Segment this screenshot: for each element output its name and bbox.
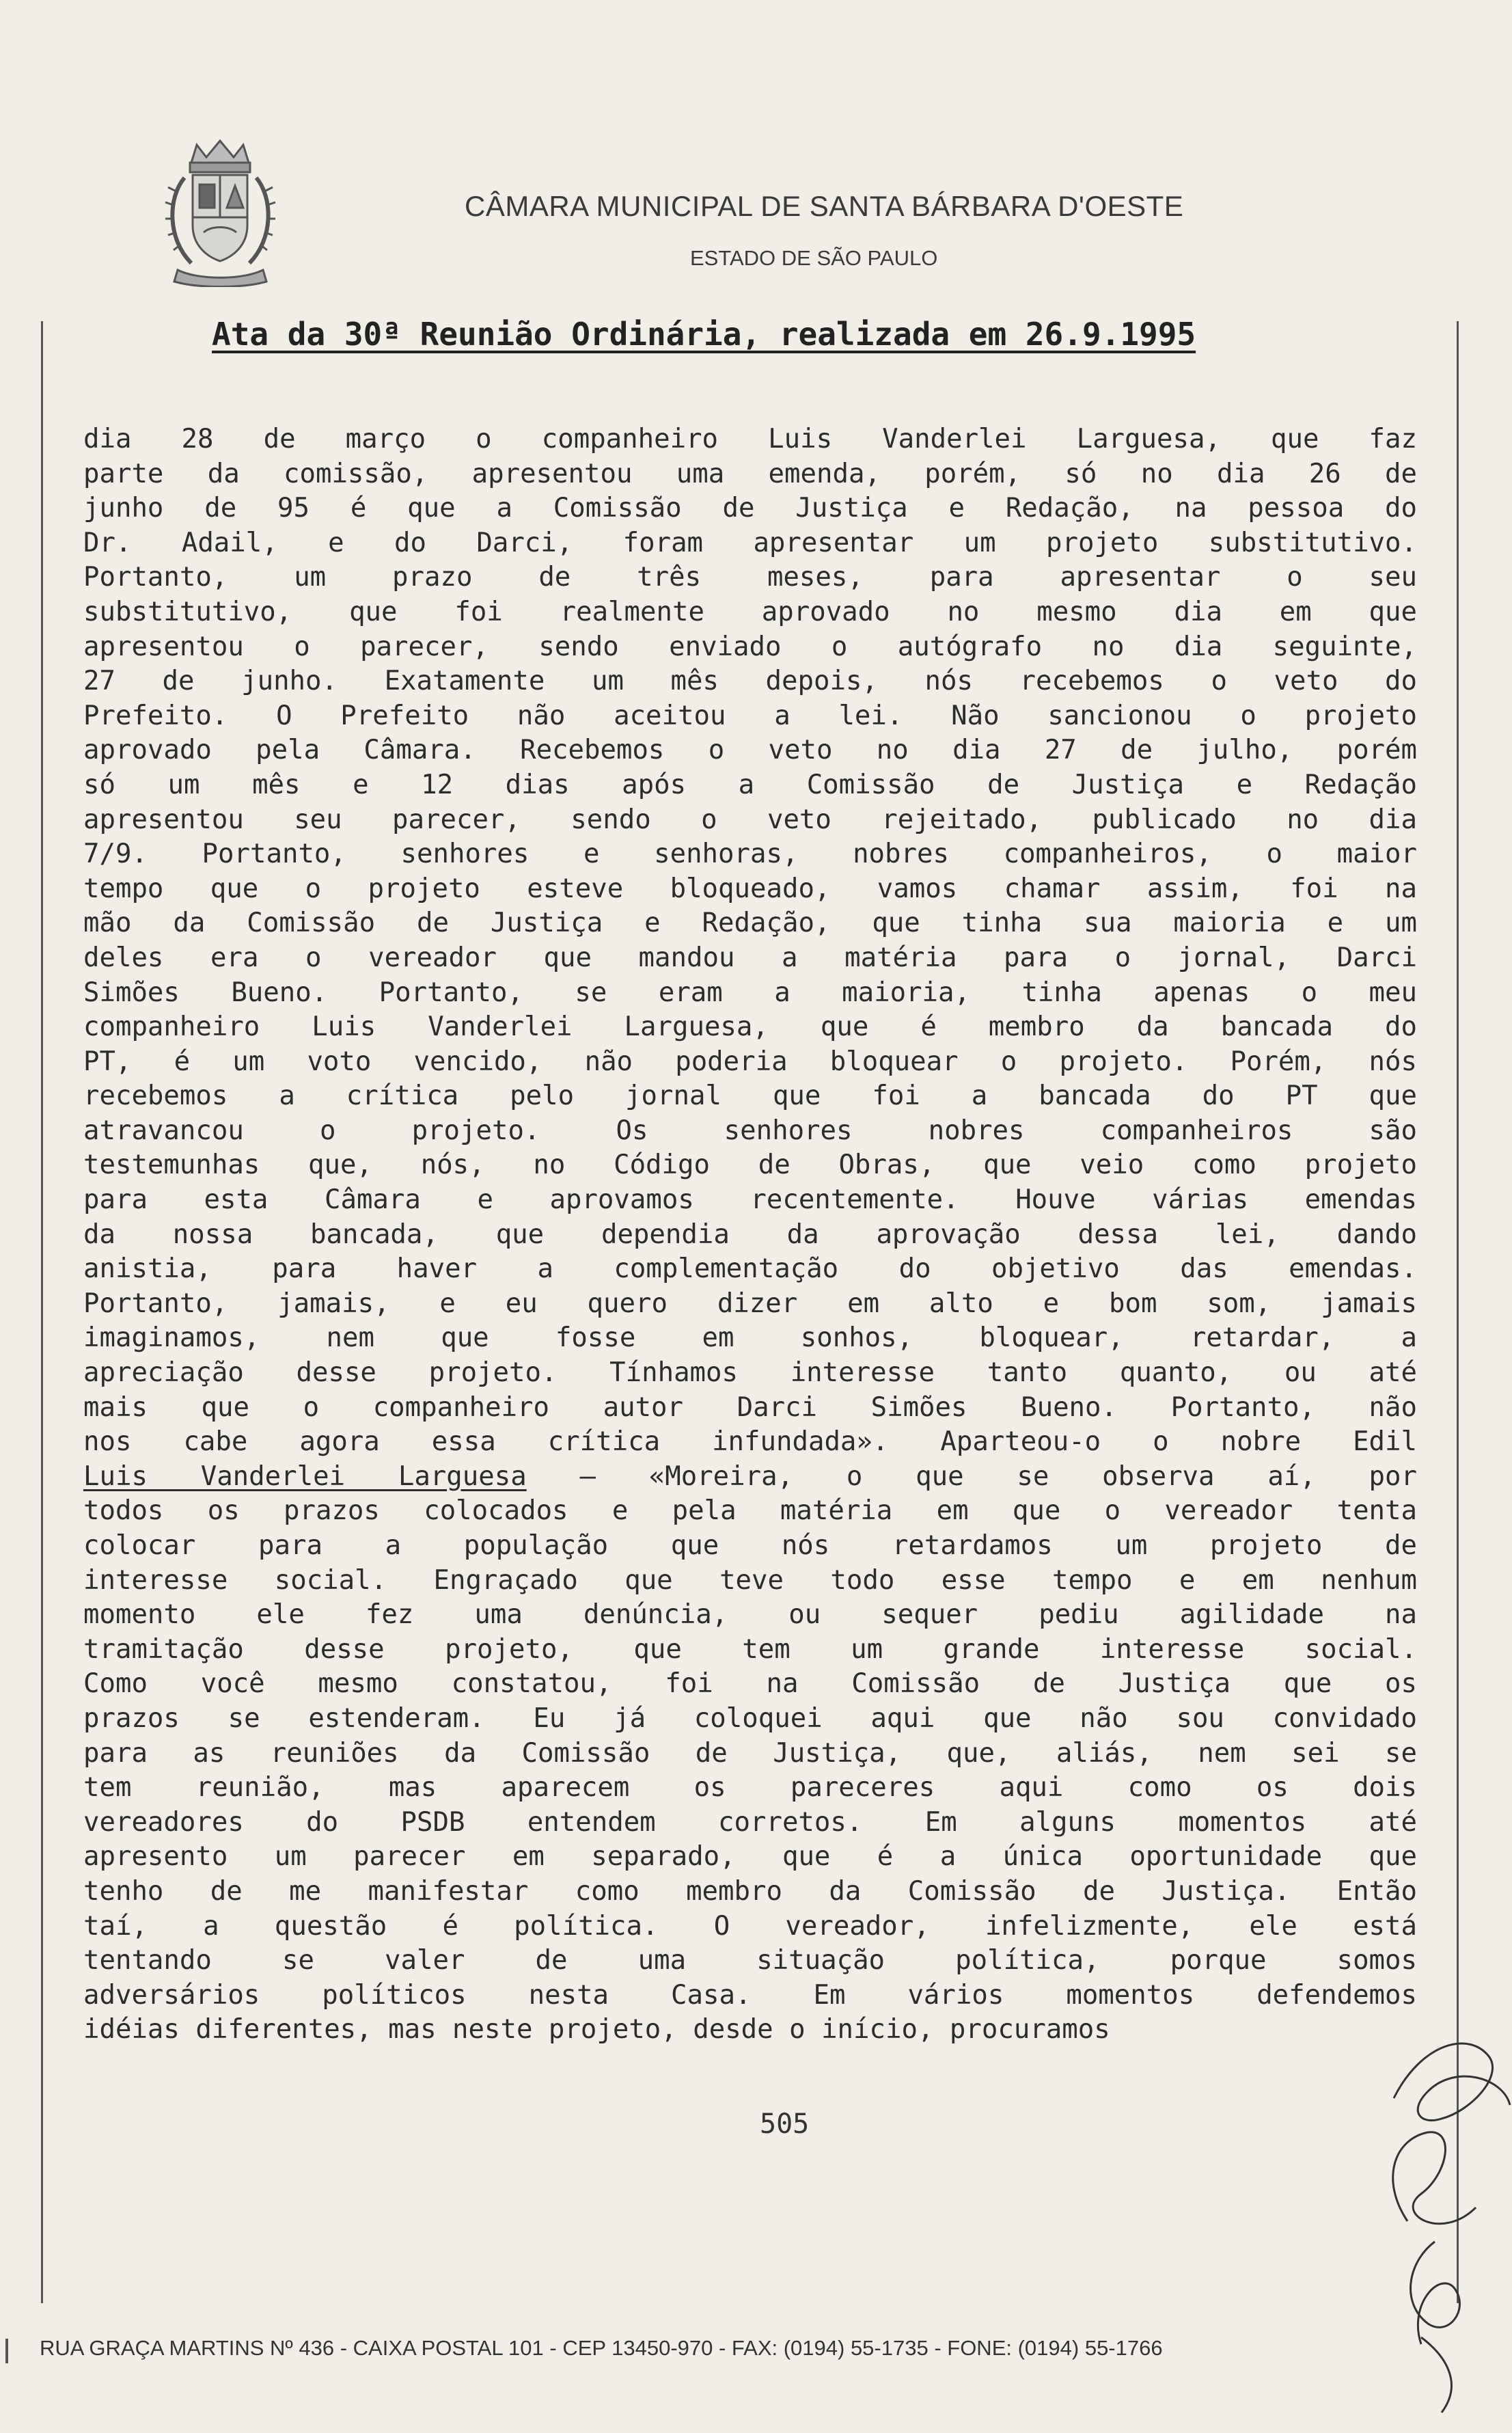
handwritten-initials-icon [1366, 2016, 1512, 2426]
body-line: tramitação desse projeto, que tem um grande interesse social. [83, 1633, 1417, 1665]
body-line: PT, é um voto vencido, não poderia bloquear o projeto. Porém, nós [83, 1046, 1417, 1077]
body-line: anistia, para haver a complementação do objetivo das emendas. [83, 1253, 1417, 1285]
body-line: 7/9. Portanto, senhores e senhoras, nobres companheiros, o maior [83, 839, 1417, 870]
body-line: aprovado pela Câmara. Recebemos o veto no dia 27 de julho, porém [83, 735, 1417, 766]
left-margin-rule [41, 321, 43, 2303]
body-line: atravancou o projeto. Os senhores nobres companheiros são [83, 1115, 1417, 1146]
body-line: apresento um parecer em separado, que é a única oportunidade que [83, 1841, 1417, 1873]
body-line: para esta Câmara e aprovamos recentemente. Houve várias emendas [83, 1184, 1417, 1216]
body-line: nos cabe agora essa crítica infundada». Aparteou-o o nobre Edil [83, 1426, 1417, 1458]
body-line: tempo que o projeto esteve bloqueado, vamos chamar assim, foi na [83, 873, 1417, 904]
body-line: interesse social. Engraçado que teve todo esse tempo e em nenhum [83, 1564, 1417, 1596]
body-line: junho de 95 é que a Comissão de Justiça e Redação, na pessoa do [83, 493, 1417, 524]
body-line: adversários políticos nesta Casa. Em vários momentos defendemos [83, 1979, 1417, 2011]
institution-name: CÂMARA MUNICIPAL DE SANTA BÁRBARA D'OESTE [465, 190, 1184, 222]
document-title: Ata da 30ª Reunião Ordinária, realizada em 26.9.1995 [212, 316, 1196, 353]
body-line: todos os prazos colocados e pela matéria em que o vereador tenta [83, 1495, 1417, 1527]
body-line: Dr. Adail, e do Darci, foram apresentar um projeto substitutivo. [83, 527, 1417, 558]
speaker-quote-start: – «Moreira, o que se observa aí, por [526, 1460, 1417, 1492]
right-margin-rule [1457, 321, 1459, 2303]
body-line: Simões Bueno. Portanto, se eram a maioria, tinha apenas o meu [83, 977, 1417, 1008]
body-line: apreciação desse projeto. Tínhamos interesse tanto quanto, ou até [83, 1357, 1417, 1389]
body-line: colocar para a população que nós retardamos um projeto de [83, 1530, 1417, 1561]
body-line: mão da Comissão de Justiça e Redação, que tinha sua maioria e um [83, 908, 1417, 939]
body-line: prazos se estenderam. Eu já coloquei aqui que não sou convidado [83, 1702, 1417, 1734]
footer-address: RUA GRAÇA MARTINS Nº 436 - CAIXA POSTAL 101 - CEP 13450-970 - FAX: (0194) 55-1735 - FONE: (0194) 55-1766 [40, 2336, 1163, 2360]
body-line: substitutivo, que foi realmente aprovado no mesmo dia em que [83, 596, 1417, 627]
body-line: da nossa bancada, que dependia da aprovação dessa lei, dando [83, 1219, 1417, 1250]
body-line: recebemos a crítica pelo jornal que foi a bancada do PT que [83, 1080, 1417, 1112]
body-line: só um mês e 12 dias após a Comissão de Justiça e Redação [83, 769, 1417, 800]
footer-divider [5, 2339, 8, 2363]
body-line: Portanto, jamais, e eu quero dizer em alto e bom som, jamais [83, 1288, 1417, 1319]
body-line: tenho de me manifestar como membro da Comissão de Justiça. Então [83, 1875, 1417, 1907]
speaker-name: Luis Vanderlei Larguesa [83, 1460, 527, 1492]
body-line: 27 de junho. Exatamente um mês depois, nós recebemos o veto do [83, 666, 1417, 697]
body-line: tem reunião, mas aparecem os pareceres aqui como os dois [83, 1772, 1417, 1804]
body-line: deles era o vereador que mandou a matéria para o jornal, Darci [83, 942, 1417, 973]
body-line: para as reuniões da Comissão de Justiça, que, aliás, nem sei se [83, 1737, 1417, 1769]
body-line: parte da comissão, apresentou uma emenda, porém, só no dia 26 de [83, 458, 1417, 489]
body-line: apresentou seu parecer, sendo o veto rejeitado, publicado no dia [83, 804, 1417, 835]
body-line: apresentou o parecer, sendo enviado o autógrafo no dia seguinte, [83, 631, 1417, 662]
minutes-body [83, 422, 1417, 2048]
body-line: taí, a questão é política. O vereador, infelizmente, ele está [83, 1910, 1417, 1942]
state-name: ESTADO DE SÃO PAULO [690, 246, 938, 270]
body-line: dia 28 de março o companheiro Luis Vanderlei Larguesa, que faz [83, 424, 1417, 454]
body-line: vereadores do PSDB entendem corretos. Em alguns momentos até [83, 1806, 1417, 1838]
body-line: companheiro Luis Vanderlei Larguesa, que é membro da bancada do [83, 1011, 1417, 1043]
body-line: imaginamos, nem que fosse em sonhos, bloquear, retardar, a [83, 1322, 1417, 1354]
body-line: momento ele fez uma denúncia, ou sequer pediu agilidade na [83, 1599, 1417, 1631]
body-line: testemunhas que, nós, no Código de Obras, que veio como projeto [83, 1150, 1417, 1181]
body-line: idéias diferentes, mas neste projeto, desde o início, procuramos [83, 2014, 1110, 2045]
body-line: Como você mesmo constatou, foi na Comissão de Justiça que os [83, 1668, 1417, 1700]
body-line: tentando se valer de uma situação política, porque somos [83, 1945, 1417, 1976]
body-line: Portanto, um prazo de três meses, para apresentar o seu [83, 562, 1417, 593]
body-line: mais que o companheiro autor Darci Simões Bueno. Portanto, não [83, 1391, 1417, 1423]
municipal-coat-of-arms-icon [164, 137, 277, 287]
body-line: Prefeito. O Prefeito não aceitou a lei. Não sancionou o projeto [83, 700, 1417, 731]
page-number: 505 [760, 2108, 810, 2140]
speaker-line [83, 1460, 1417, 1495]
